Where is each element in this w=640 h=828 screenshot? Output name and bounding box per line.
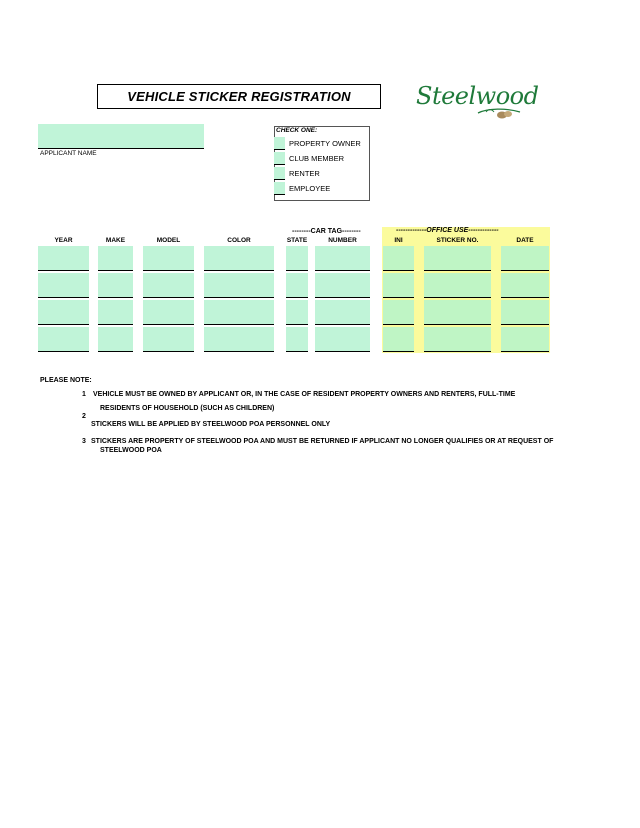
color-column <box>204 246 274 354</box>
ini-column <box>383 246 414 354</box>
number-column <box>315 246 370 354</box>
col-number: NUMBER <box>328 237 357 244</box>
model-cell[interactable] <box>143 300 194 325</box>
option-renter[interactable] <box>274 167 320 179</box>
note-1-line-2: RESIDENTS OF HOUSEHOLD (SUCH AS CHILDREN) <box>100 405 275 412</box>
col-make: MAKE <box>105 237 126 244</box>
number-cell[interactable] <box>315 327 370 352</box>
option-employee[interactable] <box>274 182 330 194</box>
year-cell[interactable] <box>38 327 89 352</box>
state-cell[interactable] <box>286 246 308 271</box>
col-ini: INI <box>394 237 403 244</box>
model-cell[interactable] <box>143 246 194 271</box>
color-cell[interactable] <box>204 246 274 271</box>
applicant-name-label: APPLICANT NAME <box>40 150 97 157</box>
color-cell[interactable] <box>204 273 274 298</box>
col-sticker-no: STICKER NO. <box>436 237 479 244</box>
note-2-line-1: STICKERS WILL BE APPLIED BY STEELWOOD POA PERSONNEL ONLY <box>91 421 331 428</box>
option-label: RENTER <box>289 168 320 178</box>
col-color: COLOR <box>227 237 251 244</box>
sticker-no-column <box>424 246 491 354</box>
make-cell[interactable] <box>98 327 133 352</box>
ini-cell[interactable] <box>383 273 414 298</box>
form-title-box <box>97 84 381 109</box>
notes-heading: PLEASE NOTE: <box>40 377 92 384</box>
option-label: EMPLOYEE <box>289 183 331 193</box>
note-1-number: 1 <box>82 391 86 398</box>
year-cell[interactable] <box>38 273 89 298</box>
car-tag-label: --------CAR TAG-------- <box>292 228 361 235</box>
ini-cell[interactable] <box>383 327 414 352</box>
number-cell[interactable] <box>315 273 370 298</box>
state-cell[interactable] <box>286 300 308 325</box>
color-cell[interactable] <box>204 300 274 325</box>
col-model: MODEL <box>156 237 181 244</box>
ini-cell[interactable] <box>383 300 414 325</box>
note-2-number: 2 <box>82 413 86 420</box>
checkbox[interactable] <box>274 182 285 195</box>
year-cell[interactable] <box>38 300 89 325</box>
date-column <box>501 246 549 354</box>
col-state: STATE <box>286 237 308 244</box>
note-3-line-2: STEELWOOD POA <box>100 447 162 454</box>
col-date: DATE <box>516 237 534 244</box>
date-cell[interactable] <box>501 327 549 352</box>
option-club-member[interactable] <box>274 152 344 164</box>
col-year: YEAR <box>54 237 73 244</box>
sticker-no-cell[interactable] <box>424 246 491 271</box>
office-use-label: -------------OFFICE USE------------- <box>396 227 499 234</box>
ini-cell[interactable] <box>383 246 414 271</box>
make-cell[interactable] <box>98 300 133 325</box>
applicant-name-input[interactable] <box>38 124 204 149</box>
color-cell[interactable] <box>204 327 274 352</box>
option-label: CLUB MEMBER <box>289 153 345 163</box>
state-column <box>286 246 308 354</box>
number-cell[interactable] <box>315 300 370 325</box>
checkbox[interactable] <box>274 137 285 150</box>
logo-text: Steelwood <box>416 82 539 110</box>
option-property-owner[interactable] <box>274 137 361 149</box>
pine-cone-icon <box>416 82 528 124</box>
form-title: VEHICLE STICKER REGISTRATION <box>127 89 351 104</box>
option-label: PROPERTY OWNER <box>289 138 361 148</box>
model-column <box>143 246 194 354</box>
make-cell[interactable] <box>98 273 133 298</box>
note-3-line-1: STICKERS ARE PROPERTY OF STEELWOOD POA AND MUST BE RETURNED IF APPLICANT NO LONGER QUALIFIES OR AT REQUEST OF <box>91 438 554 445</box>
sticker-no-cell[interactable] <box>424 327 491 352</box>
year-column <box>38 246 89 354</box>
note-1-line-1: VEHICLE MUST BE OWNED BY APPLICANT OR, IN THE CASE OF RESIDENT PROPERTY OWNERS AND RENTERS, FULL-TIME <box>93 391 516 398</box>
sticker-no-cell[interactable] <box>424 300 491 325</box>
sticker-no-cell[interactable] <box>424 273 491 298</box>
year-cell[interactable] <box>38 246 89 271</box>
date-cell[interactable] <box>501 246 549 271</box>
checkbox[interactable] <box>274 152 285 165</box>
date-cell[interactable] <box>501 273 549 298</box>
check-one-title: CHECK ONE: <box>276 127 318 134</box>
checkbox[interactable] <box>274 167 285 180</box>
number-cell[interactable] <box>315 246 370 271</box>
model-cell[interactable] <box>143 273 194 298</box>
make-cell[interactable] <box>98 246 133 271</box>
model-cell[interactable] <box>143 327 194 352</box>
state-cell[interactable] <box>286 273 308 298</box>
note-3-number: 3 <box>82 438 86 445</box>
steelwood-logo <box>416 82 539 124</box>
state-cell[interactable] <box>286 327 308 352</box>
date-cell[interactable] <box>501 300 549 325</box>
make-column <box>98 246 133 354</box>
